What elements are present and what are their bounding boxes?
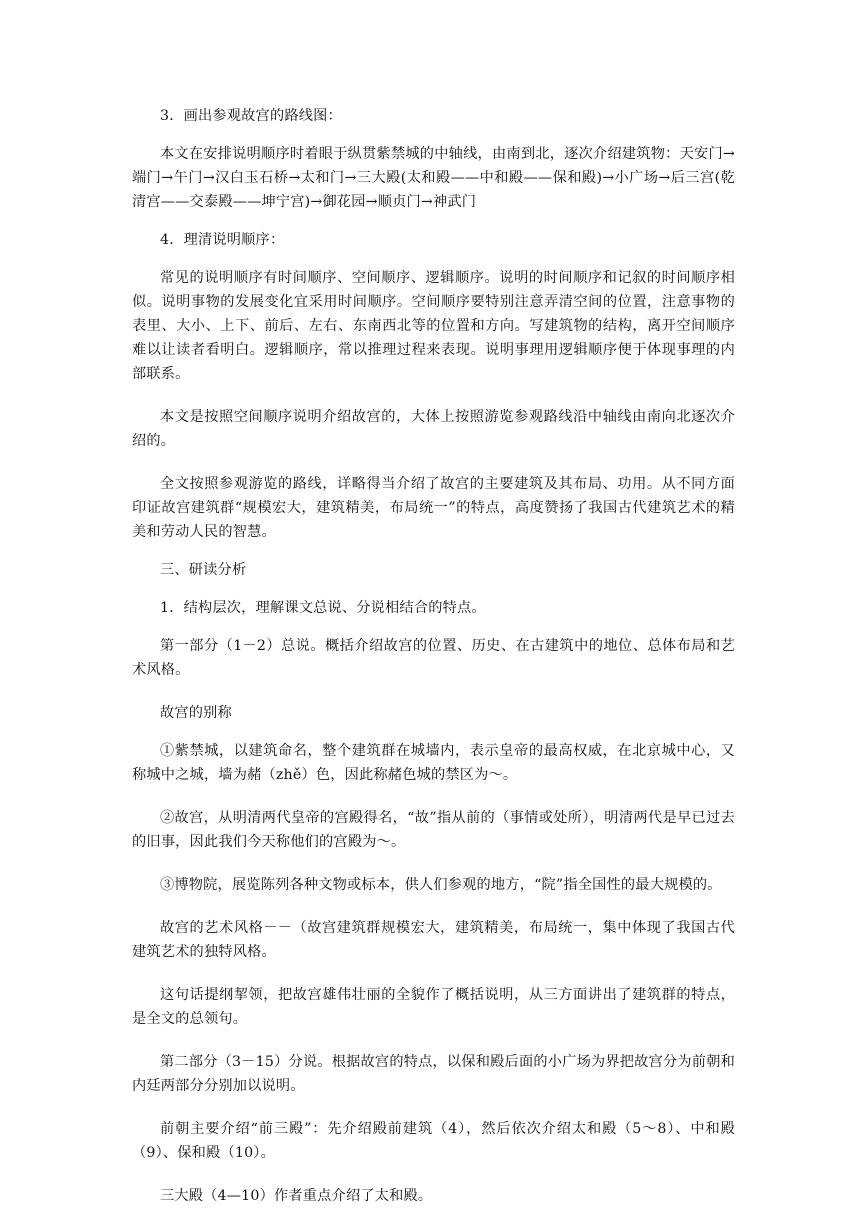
heading-explanation-order: 4．理清说明顺序： (160, 232, 285, 248)
paragraph-three-halls: 三大殿（4—10）作者重点介绍了太和殿。 (160, 1188, 433, 1204)
paragraph-art-style: 故宫的艺术风格－－（故宫建筑群规模宏大，建筑精美，布局统一，集中体现了我国古代建筑艺术的独特风格。 (132, 920, 735, 960)
paragraph-front-court: 前朝主要介绍“前三殿”：先介绍殿前建筑（4），然后依次介绍太和殿（5～8）、中和殿（9）、保和殿（10）。 (132, 1121, 735, 1161)
paragraph-alias-2: ②故宫，从明清两代皇帝的宫殿得名，“故”指从前的（事情或处所），明清两代是早已过去的旧事，因此我们今天称他们的宫殿为～。 (132, 810, 735, 850)
section-heading-analysis: 三、研读分析 (160, 562, 247, 578)
paragraph-order-types: 常见的说明顺序有时间顺序、空间顺序、逻辑顺序。说明的时间顺序和记叙的时间顺序相似。说明事物的发展变化宜采用时间顺序。空间顺序要特别注意弄清空间的位置，注意事物的表里、大小、上下、前后、左右、东南西北等的位置和方向。写建筑物的结构，离开空间顺序难以让读者看明白。逻辑顺序，常以推理过程来表现。说明事理用逻辑顺序便于体现事理的内部联系。 (132, 270, 735, 382)
subheading-structure: 1．结构层次，理解课文总说、分说相结合的特点。 (160, 600, 486, 616)
subheading-alias: 故宫的别称 (160, 705, 232, 721)
paragraph-alias-3: ③博物院，展览陈列各种文物或标本，供人们参观的地方，“院”指全国性的最大规模的。 (160, 877, 722, 893)
paragraph-spatial-order: 本文是按照空间顺序说明介绍故宫的，大体上按照游览参观路线沿中轴线由南向北逐次介绍的。 (132, 409, 735, 449)
paragraph-summary: 全文按照参观游览的路线，详略得当介绍了故宫的主要建筑及其布局、功用。从不同方面印证故宫建筑群“规模宏大，建筑精美，布局统一”的特点，高度赞扬了我国古代建筑艺术的精美和劳动人民的智慧。 (132, 476, 735, 540)
paragraph-part-two: 第二部分（3－15）分说。根据故宫的特点，以保和殿后面的小广场为界把故宫分为前朝和内廷两部分分别加以说明。 (132, 1054, 735, 1094)
paragraph-topic-sentence: 这句话提纲挈领，把故宫雄伟壮丽的全貌作了概括说明，从三方面讲出了建筑群的特点，是全文的总领句。 (132, 987, 735, 1027)
heading-route-map: 3．画出参观故宫的路线图： (160, 108, 342, 124)
paragraph-alias-1: ①紫禁城，以建筑命名，整个建筑群在城墙内，表示皇帝的最高权威，在北京城中心，又称城中之城，墙为赭（zhě）色，因此称赭色城的禁区为～。 (132, 743, 735, 783)
paragraph-route: 本文在安排说明顺序时着眼于纵贯紫禁城的中轴线，由南到北，逐次介绍建筑物：天安门→端门→午门→汉白玉石桥→太和门→三大殿(太和殿——中和殿——保和殿)→小广场→后三宫(乾清宫——交泰殿——坤宁宫)→御花园→顺贞门→神武门 (132, 146, 735, 210)
paragraph-part-one: 第一部分（1－2）总说。概括介绍故宫的位置、历史、在古建筑中的地位、总体布局和艺术风格。 (132, 638, 735, 678)
